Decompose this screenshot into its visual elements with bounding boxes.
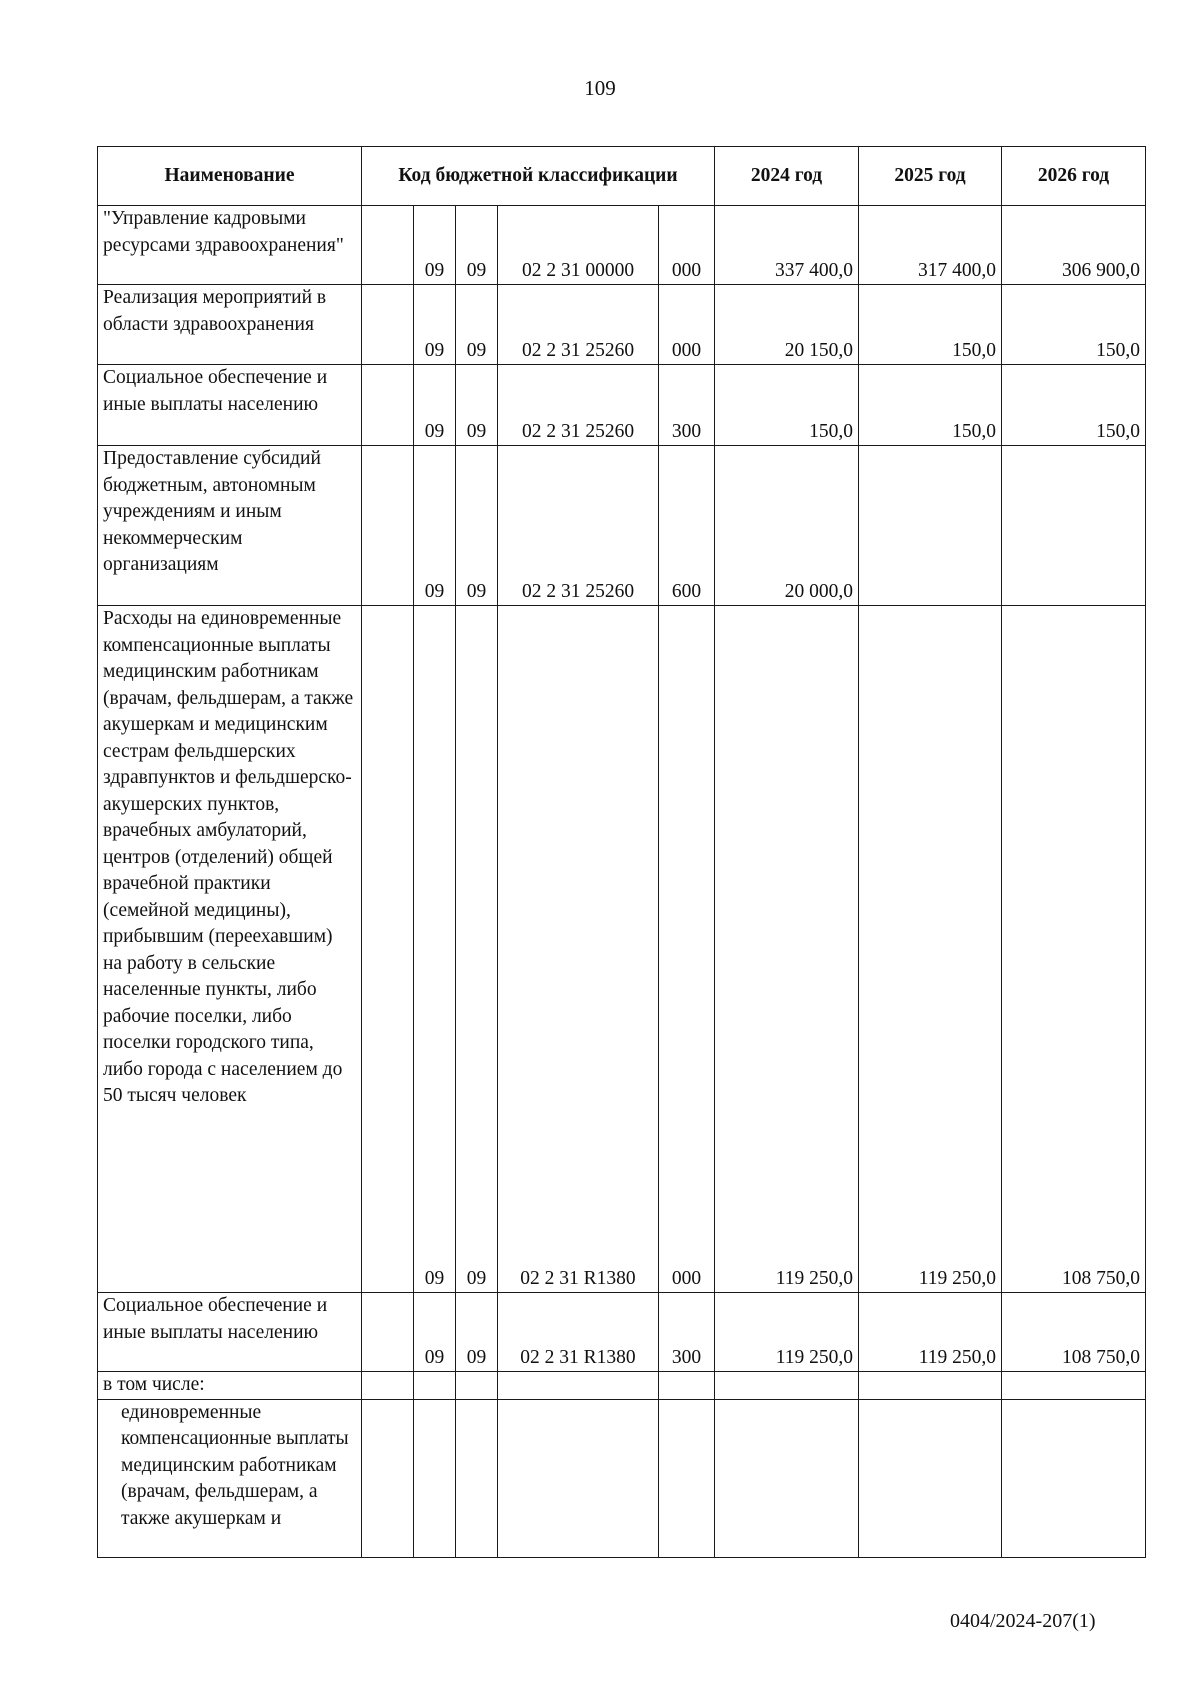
row-value-2026: 306 900,0 [1002, 206, 1146, 285]
table-row [98, 1293, 1146, 1372]
header-2024: 2024 год [715, 147, 859, 206]
row-subsection: 09 [456, 1293, 498, 1372]
row-target-code: 02 2 31 R1380 [498, 1293, 659, 1372]
budget-table [97, 146, 1146, 1558]
row-value-2024 [715, 1372, 859, 1400]
row-value-2024: 20 150,0 [715, 285, 859, 365]
row-section [414, 1372, 456, 1400]
row-name: "Управление кадровыми ресурсами здравоохранения" [98, 206, 362, 285]
row-section: 09 [414, 206, 456, 285]
row-value-2026: 150,0 [1002, 285, 1146, 365]
row-expense-type [659, 1372, 715, 1400]
table-row [98, 446, 1146, 606]
row-expense-type: 000 [659, 206, 715, 285]
header-name: Наименование [98, 147, 362, 206]
document-code: 0404/2024-207(1) [950, 1610, 1096, 1632]
row-blank-cell [362, 206, 414, 285]
row-target-code [498, 1399, 659, 1557]
table-row [98, 1399, 1146, 1557]
row-name: Реализация мероприятий в области здравоохранения [98, 285, 362, 365]
row-value-2026: 150,0 [1002, 365, 1146, 446]
row-blank-cell [362, 1293, 414, 1372]
row-value-2024: 20 000,0 [715, 446, 859, 606]
row-subsection: 09 [456, 285, 498, 365]
row-value-2026: 108 750,0 [1002, 606, 1146, 1293]
table-row [98, 1372, 1146, 1400]
row-subsection: 09 [456, 446, 498, 606]
row-value-2024: 337 400,0 [715, 206, 859, 285]
row-name: Социальное обеспечение и иные выплаты населению [98, 1293, 362, 1372]
row-expense-type: 300 [659, 1293, 715, 1372]
row-expense-type: 300 [659, 365, 715, 446]
table-row [98, 285, 1146, 365]
row-blank-cell [362, 1399, 414, 1557]
row-value-2024: 119 250,0 [715, 606, 859, 1293]
row-blank-cell [362, 446, 414, 606]
row-section: 09 [414, 365, 456, 446]
table-row [98, 606, 1146, 1293]
row-value-2026 [1002, 1372, 1146, 1400]
row-target-code: 02 2 31 00000 [498, 206, 659, 285]
row-value-2024: 119 250,0 [715, 1293, 859, 1372]
row-expense-type: 000 [659, 285, 715, 365]
row-target-code: 02 2 31 25260 [498, 446, 659, 606]
row-value-2025: 119 250,0 [859, 606, 1002, 1293]
row-section: 09 [414, 446, 456, 606]
header-row [98, 147, 1146, 206]
row-subsection: 09 [456, 606, 498, 1293]
row-subsection: 09 [456, 206, 498, 285]
row-expense-type [659, 1399, 715, 1557]
row-value-2025 [859, 1372, 1002, 1400]
page-number: 109 [584, 76, 616, 100]
row-name: Расходы на единовременные компенсационные выплаты медицинским работникам (врачам, фельдшерам, а также акушеркам и медицинским сестрам фельдшерских здравпунктов и фельдшерско-акушерских пунктов, врачебных амбулаторий, центров (отделений) общей врачебной практики (семейной медицины), прибывшим (переехавшим) на работу в сельские населенные пункты, либо рабочие поселки, либо поселки городского типа, либо города с населением до 50 тысяч человек [98, 606, 362, 1293]
row-expense-type: 600 [659, 446, 715, 606]
row-value-2025: 150,0 [859, 285, 1002, 365]
row-value-2025: 150,0 [859, 365, 1002, 446]
row-section: 09 [414, 285, 456, 365]
row-value-2024 [715, 1399, 859, 1557]
row-value-2026 [1002, 1399, 1146, 1557]
row-name-text: единовременные компенсационные выплаты медицинским работникам (врачам, фельдшерам, а также акушеркам и [121, 1401, 349, 1529]
row-value-2024: 150,0 [715, 365, 859, 446]
header-2026: 2026 год [1002, 147, 1146, 206]
row-name: Предоставление субсидий бюджетным, автономным учреждениям и иным некоммерческим организациям [98, 446, 362, 606]
row-blank-cell [362, 285, 414, 365]
row-section: 09 [414, 1293, 456, 1372]
row-value-2025: 317 400,0 [859, 206, 1002, 285]
row-subsection: 09 [456, 365, 498, 446]
row-target-code [498, 1372, 659, 1400]
row-blank-cell [362, 606, 414, 1293]
table-row [98, 365, 1146, 446]
row-target-code: 02 2 31 25260 [498, 365, 659, 446]
row-value-2026 [1002, 446, 1146, 606]
row-subsection [456, 1399, 498, 1557]
row-subsection [456, 1372, 498, 1400]
row-target-code: 02 2 31 R1380 [498, 606, 659, 1293]
row-name: Социальное обеспечение и иные выплаты населению [98, 365, 362, 446]
row-blank-cell [362, 365, 414, 446]
row-blank-cell [362, 1372, 414, 1400]
table-row [98, 206, 1146, 285]
row-expense-type: 000 [659, 606, 715, 1293]
row-section: 09 [414, 606, 456, 1293]
row-name [98, 1399, 362, 1557]
row-name: в том числе: [98, 1372, 362, 1400]
row-value-2026: 108 750,0 [1002, 1293, 1146, 1372]
header-code: Код бюджетной классификации [362, 147, 715, 206]
row-target-code: 02 2 31 25260 [498, 285, 659, 365]
header-2025: 2025 год [859, 147, 1002, 206]
row-value-2025: 119 250,0 [859, 1293, 1002, 1372]
row-value-2025 [859, 446, 1002, 606]
row-section [414, 1399, 456, 1557]
row-value-2025 [859, 1399, 1002, 1557]
